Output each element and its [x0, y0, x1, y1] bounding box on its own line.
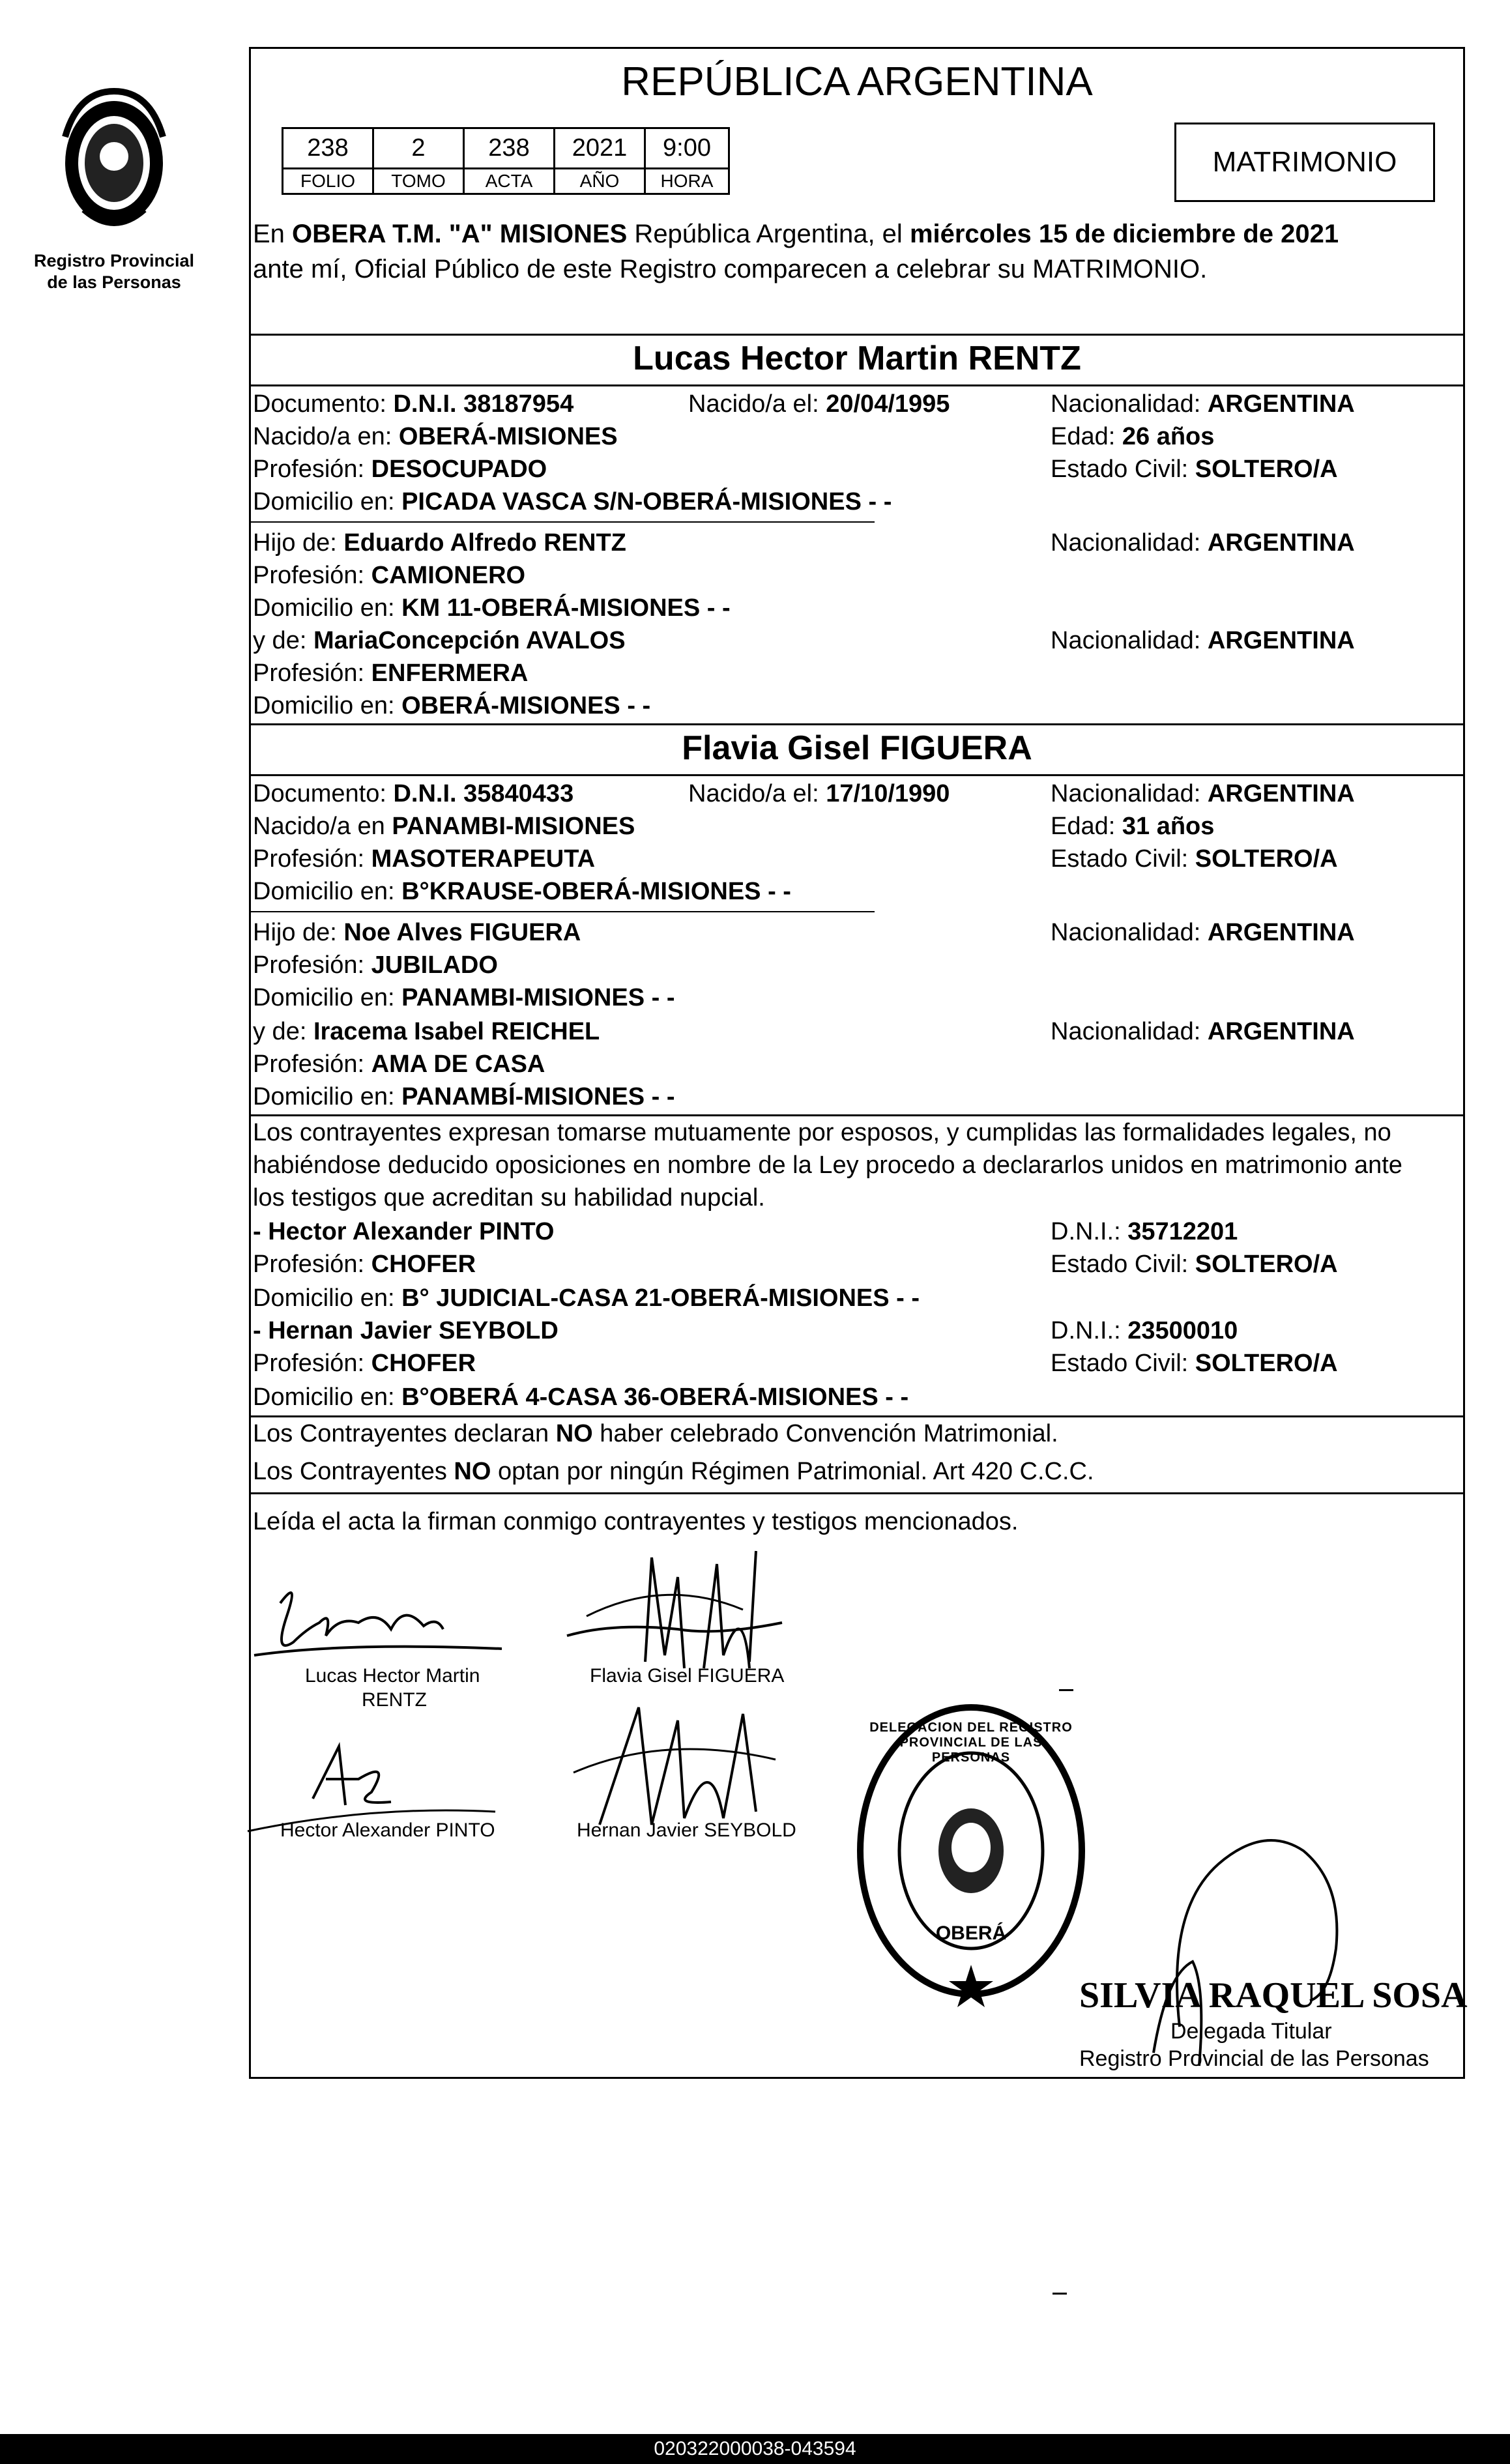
- groom-signature: [248, 1564, 521, 1681]
- groom-signature-label-2: RENTZ: [362, 1689, 427, 1711]
- footer-bar: [0, 2434, 1510, 2464]
- declaration-line-2: habiéndose deducido oposiciones en nombre de la Ley procedo a declararlos unidos en matrimonio ante: [253, 1152, 1402, 1179]
- bride-mother-nationality: Nacionalidad: ARGENTINA: [1051, 1018, 1355, 1045]
- regime-clause: Los Contrayentes NO optan por ningún Régimen Patrimonial. Art 420 C.C.C.: [253, 1458, 1094, 1485]
- act-type-box: [1174, 123, 1435, 202]
- bride-name: Flavia Gisel FIGUERA: [682, 729, 1032, 767]
- witness-1-signature-label: Hector Alexander PINTO: [280, 1819, 495, 1841]
- declaration-line-1: Los contrayentes expresan tomarse mutuamente por esposos, y cumplidas las formalidades legales, no: [253, 1119, 1391, 1146]
- witness-2-signature-label: Hernan Javier SEYBOLD: [577, 1819, 796, 1841]
- bride-birthplace: Nacido/a en PANAMBI-MISIONES: [253, 813, 635, 840]
- anio-label: AÑO: [579, 171, 620, 191]
- official-name: SILVIA RAQUEL SOSA: [1079, 1975, 1468, 2016]
- bride-profession: Profesión: MASOTERAPEUTA: [253, 845, 596, 873]
- groom-nationality: Nacionalidad: ARGENTINA: [1051, 390, 1355, 418]
- groom-birthplace: Nacido/a en: OBERÁ-MISIONES: [253, 423, 618, 450]
- divider: [249, 774, 1465, 776]
- bride-birthdate: Nacido/a el: 17/10/1990: [688, 780, 950, 807]
- provincial-seal-icon: [39, 78, 189, 241]
- groom-address: Domicilio en: PICADA VASCA S/N-OBERÁ-MISIONES - -: [253, 488, 892, 515]
- bride-mother: y de: Iracema Isabel REICHEL: [253, 1018, 600, 1045]
- registry-name-line1: Registro Provincial: [33, 251, 195, 270]
- act-type-label: MATRIMONIO: [1212, 146, 1397, 178]
- groom-father: Hijo de: Eduardo Alfredo RENTZ: [253, 529, 626, 557]
- divider: [249, 384, 1465, 386]
- groom-mother-address: Domicilio en: OBERÁ-MISIONES - -: [253, 692, 651, 719]
- official-role: Delegada Titular: [1170, 2019, 1332, 2044]
- declaration-line-3: los testigos que acreditan su habilidad nupcial.: [253, 1184, 765, 1211]
- bride-civil-status: Estado Civil: SOLTERO/A: [1051, 845, 1338, 873]
- witness-2-dni: D.N.I.: 23500010: [1051, 1317, 1238, 1344]
- bride-signature-label: Flavia Gisel FIGUERA: [590, 1665, 785, 1687]
- divider: [249, 334, 1465, 336]
- convention-clause: Los Contrayentes declaran NO haber celebrado Convención Matrimonial.: [253, 1420, 1058, 1447]
- witness-1-name: - Hector Alexander PINTO: [253, 1218, 555, 1245]
- groom-father-profession: Profesión: CAMIONERO: [253, 562, 526, 589]
- groom-birthdate: Nacido/a el: 20/04/1995: [688, 390, 950, 418]
- intro-line-1: En OBERA T.M. "A" MISIONES República Argentina, el miércoles 15 de diciembre de 2021: [253, 220, 1339, 248]
- acta-label: ACTA: [485, 171, 533, 191]
- witness-1-civil-status: Estado Civil: SOLTERO/A: [1051, 1251, 1338, 1278]
- witness-2-profession: Profesión: CHOFER: [253, 1350, 476, 1377]
- intro-line-2: ante mí, Oficial Público de este Registro comparecen a celebrar su MATRIMONIO.: [253, 255, 1208, 283]
- stray-mark: [1059, 1689, 1073, 1691]
- groom-mother: y de: MariaConcepción AVALOS: [253, 627, 626, 654]
- folio-label: FOLIO: [300, 171, 355, 191]
- bride-nationality: Nacionalidad: ARGENTINA: [1051, 780, 1355, 807]
- bride-address: Domicilio en: B°KRAUSE-OBERÁ-MISIONES - -: [253, 878, 791, 905]
- stamp-city: OBERÁ: [935, 1922, 1007, 1944]
- hora-value: 9:00: [663, 134, 711, 162]
- bride-age: Edad: 31 años: [1051, 813, 1215, 840]
- groom-mother-profession: Profesión: ENFERMERA: [253, 659, 529, 687]
- divider: [249, 521, 875, 523]
- stray-mark: [1053, 2293, 1067, 2295]
- groom-father-address: Domicilio en: KM 11-OBERÁ-MISIONES - -: [253, 594, 731, 622]
- anio-value: 2021: [572, 134, 628, 162]
- folio-value: 238: [307, 134, 349, 162]
- official-stamp: [847, 1694, 1095, 2007]
- hora-label: HORA: [660, 171, 714, 191]
- registry-logo: [39, 78, 189, 241]
- acta-value: 238: [488, 134, 530, 162]
- bride-father-nationality: Nacionalidad: ARGENTINA: [1051, 919, 1355, 946]
- groom-document: Documento: D.N.I. 38187954: [253, 390, 574, 418]
- witness-2-civil-status: Estado Civil: SOLTERO/A: [1051, 1350, 1338, 1377]
- tomo-value: 2: [411, 134, 426, 162]
- official-office: Registro Provincial de las Personas: [1079, 2046, 1429, 2071]
- bride-mother-profession: Profesión: AMA DE CASA: [253, 1051, 545, 1078]
- witness-1-profession: Profesión: CHOFER: [253, 1251, 476, 1278]
- witness-1-address: Domicilio en: B° JUDICIAL-CASA 21-OBERÁ-MISIONES - -: [253, 1284, 920, 1312]
- closing-statement: Leída el acta la firman conmigo contrayentes y testigos mencionados.: [253, 1508, 1019, 1535]
- groom-mother-nationality: Nacionalidad: ARGENTINA: [1051, 627, 1355, 654]
- divider: [249, 723, 1465, 725]
- page-title: REPÚBLICA ARGENTINA: [621, 59, 1093, 104]
- registry-name-line2: de las Personas: [47, 272, 181, 292]
- groom-profession: Profesión: DESOCUPADO: [253, 456, 547, 483]
- bride-mother-address: Domicilio en: PANAMBÍ-MISIONES - -: [253, 1083, 675, 1110]
- bride-father-address: Domicilio en: PANAMBI-MISIONES - -: [253, 984, 675, 1011]
- groom-name: Lucas Hector Martin RENTZ: [633, 340, 1081, 377]
- tomo-label: TOMO: [391, 171, 446, 191]
- groom-civil-status: Estado Civil: SOLTERO/A: [1051, 456, 1338, 483]
- witness-2-name: - Hernan Javier SEYBOLD: [253, 1317, 559, 1344]
- witness-1-dni: D.N.I.: 35712201: [1051, 1218, 1238, 1245]
- bride-father: Hijo de: Noe Alves FIGUERA: [253, 919, 581, 946]
- bride-document: Documento: D.N.I. 35840433: [253, 780, 574, 807]
- bride-father-profession: Profesión: JUBILADO: [253, 951, 498, 979]
- footer-code: 020322000038-043594: [654, 2438, 856, 2459]
- groom-signature-label-1: Lucas Hector Martin: [305, 1665, 480, 1687]
- divider: [249, 911, 875, 912]
- groom-age: Edad: 26 años: [1051, 423, 1215, 450]
- divider: [249, 1492, 1465, 1494]
- stamp-ring-text: DELEGACION DEL REGISTRO PROVINCIAL DE LAS PERSONAS: [869, 1720, 1073, 1765]
- groom-father-nationality: Nacionalidad: ARGENTINA: [1051, 529, 1355, 557]
- bride-signature: [547, 1538, 834, 1681]
- witness-2-address: Domicilio en: B°OBERÁ 4-CASA 36-OBERÁ-MISIONES - -: [253, 1384, 909, 1411]
